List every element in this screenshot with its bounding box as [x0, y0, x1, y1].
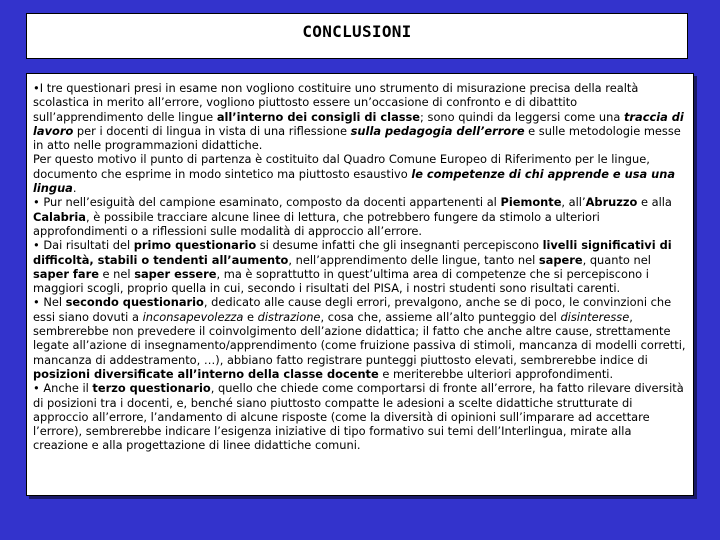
emphasis: traccia di lavoro — [33, 109, 684, 138]
text: • Anche il — [33, 381, 93, 396]
emphasis: livelli significativi di difficoltà, stabili o tendenti all’aumento — [33, 238, 672, 267]
text: per i docenti di lingua in vista di una riflessione — [73, 123, 351, 138]
paragraph-primo-questionario — [33, 238, 687, 295]
content-box — [26, 73, 694, 496]
emphasis: secondo questionario — [65, 295, 204, 310]
text: , ma è soprattutto in quest’ultima area di competenze che si percepiscono i maggiori scogli, proprio quella in cui, secondo i risultati del PISA, i nostri studenti sono risultati carenti. — [33, 266, 649, 296]
emphasis: primo questionario — [133, 238, 257, 253]
emphasis: saper essere — [134, 266, 217, 281]
text: , sembrerebbe non prevedere il coinvolgimento dell’azione didattica; il fatto che anche altre cause, strettamente legate all’azione di insegnamento/apprendimento (come fruizione passiva di stimoli, mancanza di modelli corretti, mancanza di addestramento, …), abbiano fatto registrare punteggi piuttosto elevati, sembrerebbe indice di — [33, 309, 686, 367]
emphasis: sulla pedagogia dell’errore — [350, 123, 525, 138]
emphasis: all’interno dei consigli di classe — [216, 109, 421, 124]
text: • Dai risultati del — [33, 238, 134, 253]
emphasis: le competenze di chi apprende e usa una lingua — [33, 166, 676, 196]
emphasis: inconsapevolezza — [142, 309, 244, 324]
page-title: CONCLUSIONI — [302, 22, 412, 41]
text: . — [72, 181, 77, 196]
emphasis: saper fare — [33, 266, 99, 281]
text: e nel — [98, 266, 135, 281]
text: , quello che chiede come comportarsi di fronte all’errore, ha fatto rilevare diversità di posizioni tra i docenti, e, benché siano piuttosto compatte le adesioni a scelte didattiche strutturate di approccio all’errore, l’andamento di alcune risposte (come la diversità di opinioni sull’imparare ad accettare l’errore), sembrerebbe indicare l’esigenza iniziative di tipo formativo sui temi dell’Interlingua, mirate alla creazione e alla progettazione di linee didattiche comuni. — [33, 381, 684, 453]
paragraph-campione — [33, 195, 687, 238]
text: e sulle metodologie messe in atto nelle programmazioni didattiche. — [33, 123, 681, 153]
paragraph-secondo-questionario — [33, 295, 687, 381]
text: e meriterebbe ulteriori approfondimenti. — [378, 366, 614, 381]
text: • Nel — [33, 295, 66, 310]
text: si desume infatti che gli insegnanti percepiscono — [256, 238, 543, 253]
emphasis: distrazione — [257, 309, 321, 324]
text: e alla — [637, 195, 672, 210]
text: , dedicato alle cause degli errori, prevalgono, anche se di poco, le convinzioni che essi siano dovuti a — [33, 295, 672, 324]
emphasis: posizioni diversificate all’interno della classe docente — [33, 366, 379, 381]
emphasis: Abruzzo — [585, 195, 638, 210]
text: Per questo motivo il punto di partenza è costituito dal Quadro Comune Europeo di Riferimento per le lingue, documento che esprime in modo sintetico ma piuttosto esaustivo — [33, 152, 650, 181]
paragraph-intro — [33, 81, 687, 152]
emphasis: disinteresse — [560, 309, 630, 324]
emphasis: terzo questionario — [92, 381, 211, 396]
text: , quanto nel — [582, 252, 651, 267]
text: e — [243, 309, 258, 324]
text: , nell’apprendimento delle lingue, tanto nel — [288, 252, 539, 267]
paragraph-terzo-questionario — [33, 381, 687, 452]
text: •I tre questionari presi in esame non vogliono costituire uno strumento di misurazione precisa della realtà scolastica in merito all’errore, vogliono piuttosto essere un’occasione di confronto e di dibattito sull’apprendimento delle lingue — [33, 81, 639, 124]
paragraph-qcer — [33, 152, 687, 195]
emphasis: Piemonte — [500, 195, 562, 210]
emphasis: Calabria — [33, 209, 86, 224]
text: ; sono quindi da leggersi come una — [420, 109, 624, 124]
text: , è possibile tracciare alcune linee di lettura, che potrebbero fungere da stimolo a ulteriori approfondimenti o a riflessioni sulle modalità di approccio all’errore. — [33, 209, 600, 238]
title-box — [26, 13, 688, 59]
text: • Pur nell’esiguità del campione esaminato, composto da docenti appartenenti al — [33, 195, 501, 210]
text: , all’ — [561, 195, 586, 210]
emphasis: sapere — [538, 252, 583, 267]
text: , cosa che, assieme all’alto punteggio del — [320, 309, 561, 324]
